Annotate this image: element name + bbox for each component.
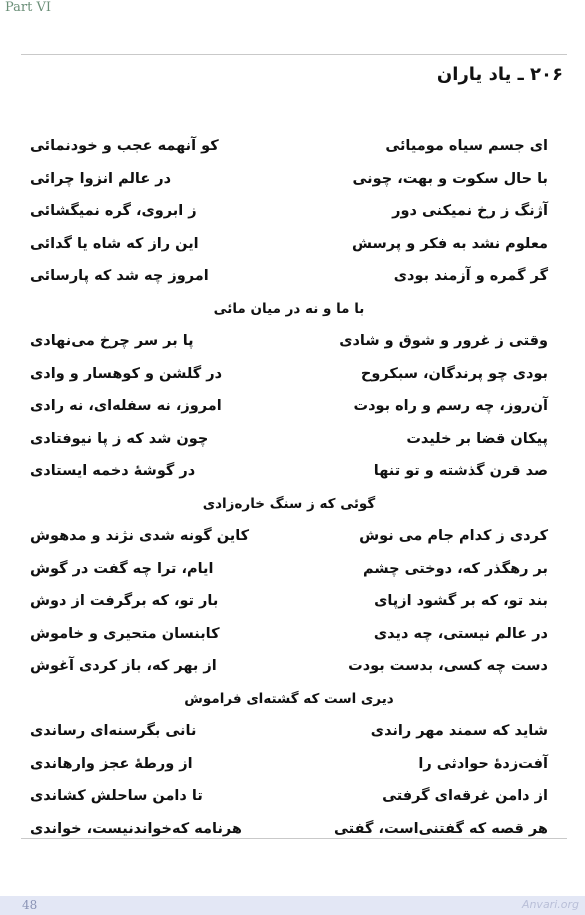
verse-line (30, 618, 548, 651)
verse-line (30, 520, 548, 553)
verse-line (30, 228, 548, 261)
refrain-line: گوئی که ز سنگ خاره‌زادی (202, 495, 376, 512)
first-hemistich: آژنگ ز رخ نمیکنی دور (392, 203, 548, 220)
refrain-line: با ما و نه در میان مائی (213, 300, 365, 317)
first-hemistich: دست چه کسی، بدست بودت (348, 658, 548, 675)
first-hemistich: هر قصه که گفتنی‌است، گفتی (334, 820, 548, 837)
poem-title: ۲۰۶ ـ یاد یاران (436, 64, 563, 85)
second-hemistich: در گوشهٔ دخمه ایستادی (30, 463, 196, 480)
second-hemistich: در عالم انزوا چرائی (30, 170, 172, 187)
second-hemistich: ز ابروی، گره نمیگشائی (30, 203, 197, 220)
watermark: Anvari.org (521, 898, 579, 911)
verse-line (30, 715, 548, 748)
second-hemistich: امروز چه شد که پارسائی (30, 268, 209, 285)
second-hemistich: از ورطهٔ عجز وارهاندی (30, 755, 193, 772)
verse-line (30, 390, 548, 423)
first-hemistich: بودی چو پرندگان، سبکروح (360, 365, 548, 382)
second-hemistich: هرنامه که‌خواندنیست، خواندی (30, 820, 242, 837)
first-hemistich: پیکان قضا بر خلیدت (406, 430, 548, 447)
first-hemistich: وقتی ز غرور و شوق و شادی (339, 333, 548, 350)
first-hemistich: آن‌روز، چه رسم و راه بودت (353, 398, 548, 415)
second-hemistich: پا بر سر چرخ می‌نهادی (30, 333, 194, 350)
refrain-line: دیری است که گشته‌ای فراموش (184, 690, 394, 707)
second-hemistich: بار تو، که برگرفت از دوش (30, 593, 219, 610)
first-hemistich: بند تو، که بر گشود ازپای (374, 593, 548, 610)
second-hemistich: در گلشن و کوهسار و وادی (30, 365, 223, 382)
first-hemistich: بر رهگذر که، دوختی چشم (362, 560, 548, 577)
verse-line (30, 195, 548, 228)
first-hemistich: شاید که سمند مهر راندی (370, 723, 548, 740)
bottom-divider (21, 838, 567, 839)
first-hemistich: آفت‌زدهٔ حوادثی را (418, 755, 548, 772)
second-hemistich: ایام، ترا چه گفت در گوش (30, 560, 214, 577)
verse-line (30, 780, 548, 813)
second-hemistich: کابنسان متحیری و خاموش (30, 625, 220, 642)
second-hemistich: تا دامن ساحلش کشاندی (30, 788, 203, 805)
second-hemistich: امروز، نه سفله‌ای، نه رادی (30, 398, 222, 415)
footer-bar (0, 896, 585, 915)
part-label: Part VI (5, 0, 52, 15)
verse-line (30, 358, 548, 391)
first-hemistich: معلوم نشد به فکر و پرسش (351, 235, 548, 252)
verse-line (30, 813, 548, 846)
verse-line (30, 423, 548, 456)
page-number: 48 (22, 898, 38, 912)
verse-line (30, 585, 548, 618)
verse-line (30, 748, 548, 781)
second-hemistich: کو آنهمه عجب و خودنمائی (30, 138, 219, 155)
first-hemistich: گر گمره و آزمند بودی (393, 268, 548, 285)
verse-line (30, 455, 548, 488)
verse-line (30, 163, 548, 196)
first-hemistich: ای جسم سیاه مومیائی (385, 138, 548, 155)
verse-line (30, 325, 548, 358)
second-hemistich: نانی بگرسنه‌ای رساندی (30, 723, 197, 740)
second-hemistich: کاین گونه شدی نژند و مدهوش (30, 528, 250, 545)
first-hemistich: در عالم نیستی، چه دیدی (373, 625, 548, 642)
second-hemistich: چون شد که ز پا نیوفتادی (30, 430, 209, 447)
verse-line (30, 650, 548, 683)
verse-line (30, 260, 548, 293)
top-divider (21, 54, 567, 55)
verse-line (30, 130, 548, 163)
second-hemistich: از بهر که، باز کردی آغوش (30, 658, 217, 675)
poem-body (30, 130, 548, 845)
first-hemistich: صد قرن گذشته و تو تنها (373, 463, 548, 480)
first-hemistich: کردی ز کدام جام می نوش (359, 528, 548, 545)
first-hemistich: با حال سکوت و بهت، چونی (352, 170, 548, 187)
second-hemistich: این راز که شاه یا گدائی (30, 235, 199, 252)
verse-line (30, 553, 548, 586)
first-hemistich: از دامن غرقه‌ای گرفتی (382, 788, 548, 805)
